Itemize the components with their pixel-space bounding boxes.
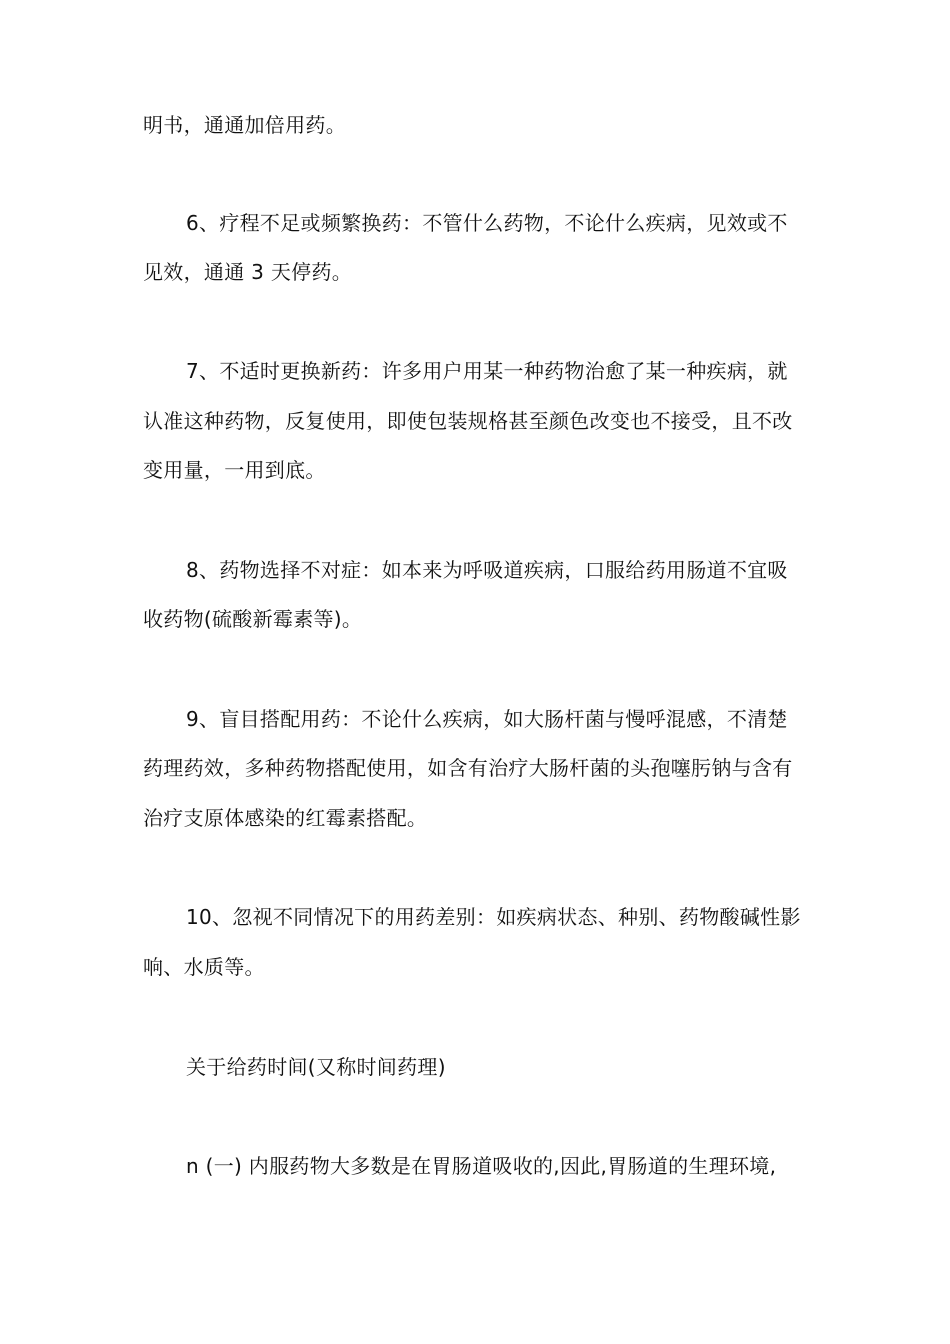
section-heading-dosing-time: 关于给药时间(又称时间药理) (186, 1055, 446, 1079)
item-9-line-3: 治疗支原体感染的红霉素搭配。 (143, 806, 428, 830)
item-7-line-2: 认准这种药物，反复使用，即使包装规格甚至颜色改变也不接受，且不改 (143, 409, 793, 433)
item-10-line-1: 10、忽视不同情况下的用药差别：如疾病状态、种别、药物酸碱性影 (186, 905, 801, 929)
item-9-line-2: 药理药效，多种药物搭配使用，如含有治疗大肠杆菌的头孢噻肟钠与含有 (143, 756, 793, 780)
item-8-line-1: 8、药物选择不对症：如本来为呼吸道疾病，口服给药用肠道不宜吸 (186, 558, 788, 582)
item-7-line-1: 7、不适时更换新药：许多用户用某一种药物治愈了某一种疾病，就 (186, 359, 788, 383)
item-6-line-1: 6、疗程不足或频繁换药：不管什么药物，不论什么疾病，见效或不 (186, 211, 788, 235)
item-8-line-2: 收药物(硫酸新霉素等)。 (143, 607, 363, 631)
text-line-intro-continuation: 明书，通通加倍用药。 (143, 113, 346, 137)
item-6-line-2: 见效，通通 3 天停药。 (143, 260, 353, 284)
item-10-line-2: 响、水质等。 (143, 955, 265, 979)
item-9-line-1: 9、盲目搭配用药：不论什么疾病，如大肠杆菌与慢呼混感，不清楚 (186, 707, 788, 731)
section-paragraph-line-1: n (一) 内服药物大多数是在胃肠道吸收的,因此,胃肠道的生理环境, (186, 1154, 777, 1178)
item-7-line-3: 变用量，一用到底。 (143, 458, 326, 482)
